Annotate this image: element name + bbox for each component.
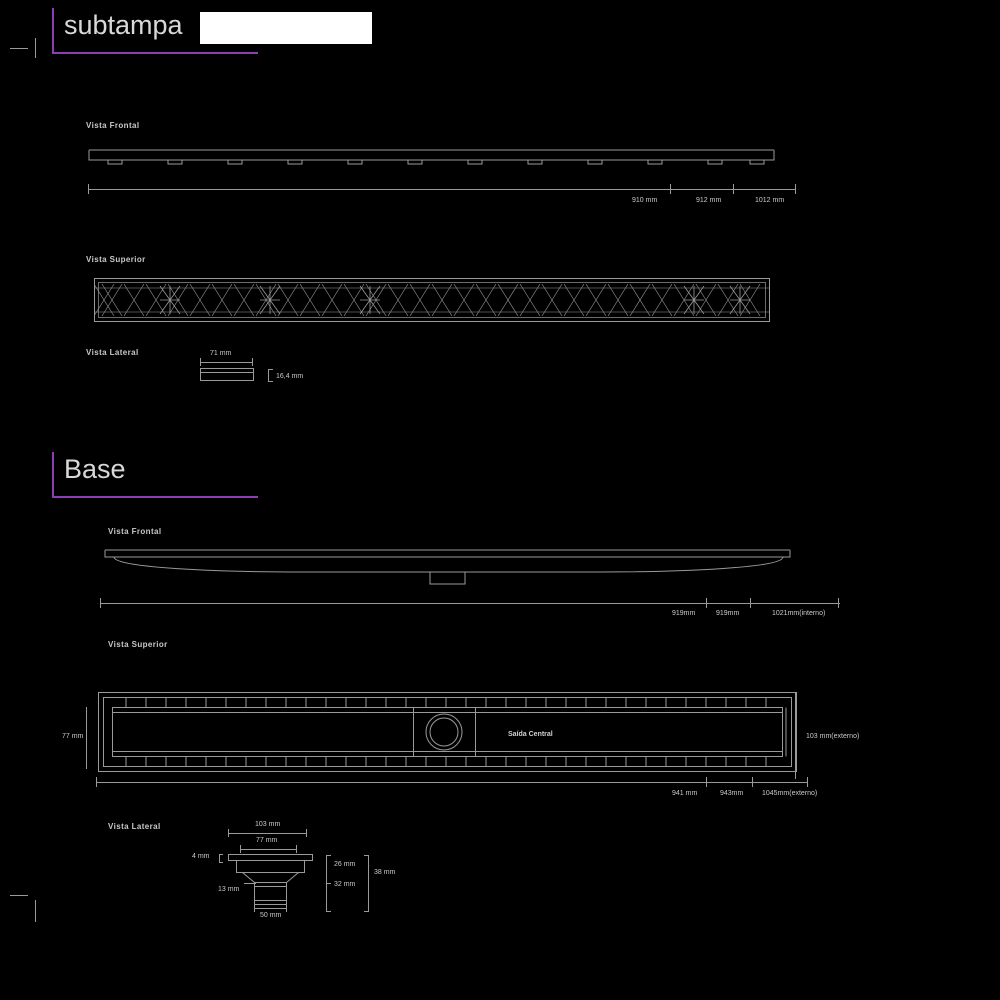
base-lateral-4-bracket-top [219,854,223,855]
crop-mark-top-left-vertical [35,38,36,58]
base-lateral-4-bracket-bot [219,862,223,863]
section-title-base [52,452,258,498]
subtampa-front-dim-tick-left [88,184,89,194]
subtampa-lateral-dim-71: 71 mm [210,350,232,357]
base-lateral-50-tick-r [286,904,287,912]
base-lateral-dim-4: 4 mm [192,853,210,860]
base-lateral-32-bracket-top [326,883,331,884]
base-front-dim-919a: 919mm [672,610,696,617]
base-lateral-4-bracket [219,854,220,862]
base-top-right-dim-line [795,693,796,779]
base-lateral-50-tick-l [254,904,255,912]
subtampa-lateral-view-drawing [198,366,260,388]
subtampa-top-view-drawing [94,278,770,322]
base-front-dim-1021: 1021mm(interno) [772,610,826,617]
subtampa-lateral-height-tick-top [268,369,273,370]
crop-mark-top-left-horizontal [10,48,28,49]
base-lateral-dim-77: 77 mm [256,837,278,844]
subtampa-lateral-dim-164: 16,4 mm [276,373,304,380]
base-front-dim-tick-2 [750,598,751,608]
base-lateral-26-bracket [326,855,327,883]
base-top-dim-1045-externo: 1045mm(externo) [762,790,818,797]
title-accent-bar-base [52,452,54,496]
view-label-base-superior: Vista Superior [108,640,168,649]
base-front-dim-tick-1 [706,598,707,608]
title-underline-base [52,496,258,498]
base-lateral-dim-32: 32 mm [334,881,356,888]
base-top-center-outlet-label: Saída Central [508,731,553,738]
base-lateral-38-bracket-bot [364,911,369,912]
subtampa-front-dim-tick-2 [733,184,734,194]
title-highlight-overlay [200,12,372,44]
base-top-dim-943: 943mm [720,790,744,797]
base-lateral-dim-line-103 [228,833,306,834]
subtampa-front-dim-910: 910 mm [632,197,658,204]
base-lateral-32-bracket [326,883,327,911]
base-front-dim-919b: 919mm [716,610,740,617]
section-title-text-base: Base [64,454,126,484]
subtampa-front-dimension-line [88,189,796,190]
base-top-view-drawing [96,690,800,774]
view-label-subtampa-lateral: Vista Lateral [86,348,139,357]
base-top-dim-tick-left [96,777,97,787]
base-lateral-103-tick-r [306,829,307,837]
title-underline [52,52,258,54]
subtampa-lateral-dim-tick-l [200,358,201,366]
base-top-dim-77: 77 mm [62,733,84,740]
crop-mark-bottom-left-vertical [35,900,36,922]
subtampa-front-view-drawing [86,140,786,170]
base-lateral-dim-50: 50 mm [260,912,282,919]
subtampa-lateral-dim-line-top [200,362,252,363]
subtampa-lateral-dim-tick-r [252,358,253,366]
base-front-dim-tick-left [100,598,101,608]
base-lateral-103-tick-l [228,829,229,837]
base-front-dim-tick-3 [838,598,839,608]
subtampa-lateral-height-bracket [268,369,269,381]
base-front-view-drawing [100,542,800,590]
base-front-dimension-line [100,603,840,604]
base-top-dim-tick-1 [706,777,707,787]
base-lateral-38-bracket-top [364,855,369,856]
subtampa-front-dim-tick-1 [670,184,671,194]
subtampa-front-dim-912: 912 mm [696,197,722,204]
base-top-dim-941: 941 mm [672,790,698,797]
base-lateral-13-line [244,883,256,884]
base-lateral-dim-38: 38 mm [374,869,396,876]
base-lateral-26-bracket-top [326,855,331,856]
base-lateral-dim-26: 26 mm [334,861,356,868]
subtampa-front-dim-tick-3 [795,184,796,194]
base-top-dimension-line [96,782,808,783]
base-top-dim-103-externo: 103 mm(externo) [806,733,860,740]
base-lateral-dim-line-77 [240,849,296,850]
view-label-base-lateral: Vista Lateral [108,822,161,831]
subtampa-lateral-height-tick-bot [268,381,273,382]
base-lateral-38-bracket [368,855,369,911]
base-lateral-50-line [254,908,286,909]
base-lateral-dim-13: 13 mm [218,886,240,893]
title-accent-bar [52,8,54,52]
view-label-base-frontal: Vista Frontal [108,527,162,536]
base-top-dim-tick-2 [752,777,753,787]
base-lateral-dim-103: 103 mm [255,821,281,828]
subtampa-front-dim-1012: 1012 mm [755,197,785,204]
view-label-subtampa-frontal: Vista Frontal [86,121,140,130]
base-top-left-dim-line [86,707,87,769]
section-title-text: subtampa [64,10,183,40]
base-top-dim-tick-3 [807,777,808,787]
base-lateral-32-bracket-bot [326,911,331,912]
base-lateral-view-drawing [222,852,332,914]
crop-mark-bottom-left-horizontal [10,895,28,896]
view-label-subtampa-superior: Vista Superior [86,255,146,264]
